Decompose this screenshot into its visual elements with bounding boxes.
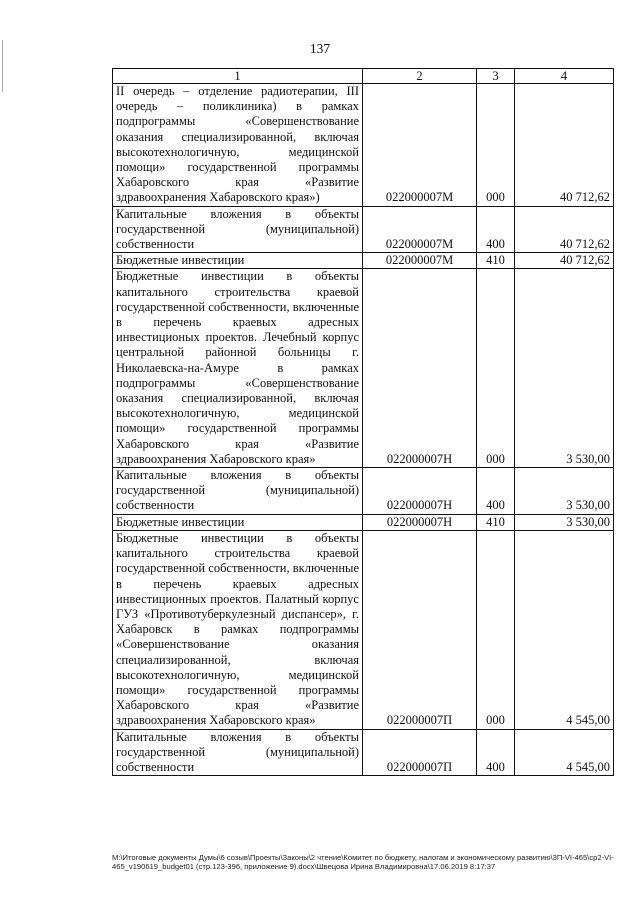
row-amount: 3 530,00 bbox=[515, 468, 614, 515]
row-name-cell bbox=[113, 514, 363, 530]
row-name-text: II очередь – отделение радиотерапии, III очередь – поликлиника) в рамках подпрограммы «Совершенствование оказания специализированной, включая высокотехнологичную, медицинской помощи» государственной программы Хабаровского края «Развитие bbox=[116, 84, 359, 190]
row-expense-type-code: 400 bbox=[477, 729, 515, 776]
table-row bbox=[113, 530, 614, 729]
table-row bbox=[113, 729, 614, 776]
row-name-last-line: Бюджетные инвестиции bbox=[116, 514, 245, 529]
row-expense-type-code: 410 bbox=[477, 253, 515, 269]
table-row bbox=[113, 468, 614, 515]
row-name-last-line: здравоохранения Хабаровского края») bbox=[116, 190, 320, 205]
row-target-article-code: 022000007Н bbox=[363, 468, 477, 515]
row-amount: 3 530,00 bbox=[515, 269, 614, 468]
row-name-cell bbox=[113, 206, 363, 253]
row-amount: 40 712,62 bbox=[515, 84, 614, 207]
row-amount: 3 530,00 bbox=[515, 514, 614, 530]
row-target-article-code: 022000007М bbox=[363, 84, 477, 207]
row-target-article-code: 022000007Н bbox=[363, 269, 477, 468]
row-amount: 4 545,00 bbox=[515, 729, 614, 776]
row-name-last-line: здравоохранения Хабаровского края» bbox=[116, 451, 316, 466]
column-header-vr: 3 bbox=[477, 69, 515, 84]
column-header-name: 1 bbox=[113, 69, 363, 84]
row-target-article-code: 022000007П bbox=[363, 729, 477, 776]
row-expense-type-code: 000 bbox=[477, 530, 515, 729]
row-name-cell bbox=[113, 84, 363, 207]
row-name-last-line: Бюджетные инвестиции bbox=[116, 253, 245, 268]
row-expense-type-code: 000 bbox=[477, 269, 515, 468]
table-row bbox=[113, 84, 614, 207]
row-name-cell bbox=[113, 729, 363, 776]
row-name-last-line: собственности bbox=[116, 759, 195, 774]
row-name-last-line: собственности bbox=[116, 498, 195, 513]
table-header-row bbox=[113, 69, 614, 84]
column-header-csr: 2 bbox=[363, 69, 477, 84]
row-target-article-code: 022000007Н bbox=[363, 514, 477, 530]
row-name-cell bbox=[113, 468, 363, 515]
row-target-article-code: 022000007П bbox=[363, 530, 477, 729]
footer-file-path: M:\Итоговые документы Думы\6 созыв\Проекты\Законы\2 чтение\Комитет по бюджету, налогам и экономическому развитию\3П-VI-465\ср2-VI-465_v190619_budget01 (стр.123-396, приложение 9).docx\Швецова Ирина Владимировна\17.06.2019 8:17:37 bbox=[112, 853, 614, 871]
page-number: 137 bbox=[309, 41, 331, 56]
table-row bbox=[113, 206, 614, 253]
row-name-text: Бюджетные инвестиции в объекты капитального строительства краевой государственной собственности, включенные в перечень краевых адресных инвестиционых проектов. Лечебный корпус центральной районной больницы г. Николаевска-на-Амуре в рамках подпрограммы «Совершенствование оказания специализированной, включая высокотехнологичную, медицинской помощи» государственной программы Хабаровского края «Развитие bbox=[116, 269, 359, 451]
row-name-text: Капитальные вложения в объекты государственной (муниципальной) bbox=[116, 729, 359, 759]
row-target-article-code: 022000007М bbox=[363, 206, 477, 253]
row-name-text: Капитальные вложения в объекты государственной (муниципальной) bbox=[116, 206, 359, 236]
row-name-last-line: здравоохранения Хабаровского края» bbox=[116, 713, 316, 728]
row-name-cell bbox=[113, 269, 363, 468]
table-row bbox=[113, 514, 614, 530]
row-name-last-line: собственности bbox=[116, 237, 195, 252]
budget-table bbox=[112, 68, 614, 776]
row-name-cell bbox=[113, 530, 363, 729]
row-name-cell bbox=[113, 253, 363, 269]
table-row bbox=[113, 253, 614, 269]
row-target-article-code: 022000007М bbox=[363, 253, 477, 269]
row-expense-type-code: 400 bbox=[477, 468, 515, 515]
column-header-amount: 4 bbox=[515, 69, 614, 84]
row-expense-type-code: 000 bbox=[477, 84, 515, 207]
row-amount: 40 712,62 bbox=[515, 206, 614, 253]
table-row bbox=[113, 269, 614, 468]
row-name-text: Капитальные вложения в объекты государственной (муниципальной) bbox=[116, 468, 359, 498]
row-expense-type-code: 410 bbox=[477, 514, 515, 530]
row-amount: 4 545,00 bbox=[515, 530, 614, 729]
row-name-text: Бюджетные инвестиции в объекты капитального строительства краевой государственной собственности, включенные в перечень краевых адресных инвестиционных проектов. Палатный корпус ГУЗ «Противотуберкулезный диспансер», г. Хабаровск в рамках подпрограммы «Совершенствование оказания специализированной, включая высокотехнологичную, медицинской помощи» государственной программы Хабаровского края «Развитие bbox=[116, 530, 359, 713]
row-amount: 40 712,62 bbox=[515, 253, 614, 269]
row-expense-type-code: 400 bbox=[477, 206, 515, 253]
